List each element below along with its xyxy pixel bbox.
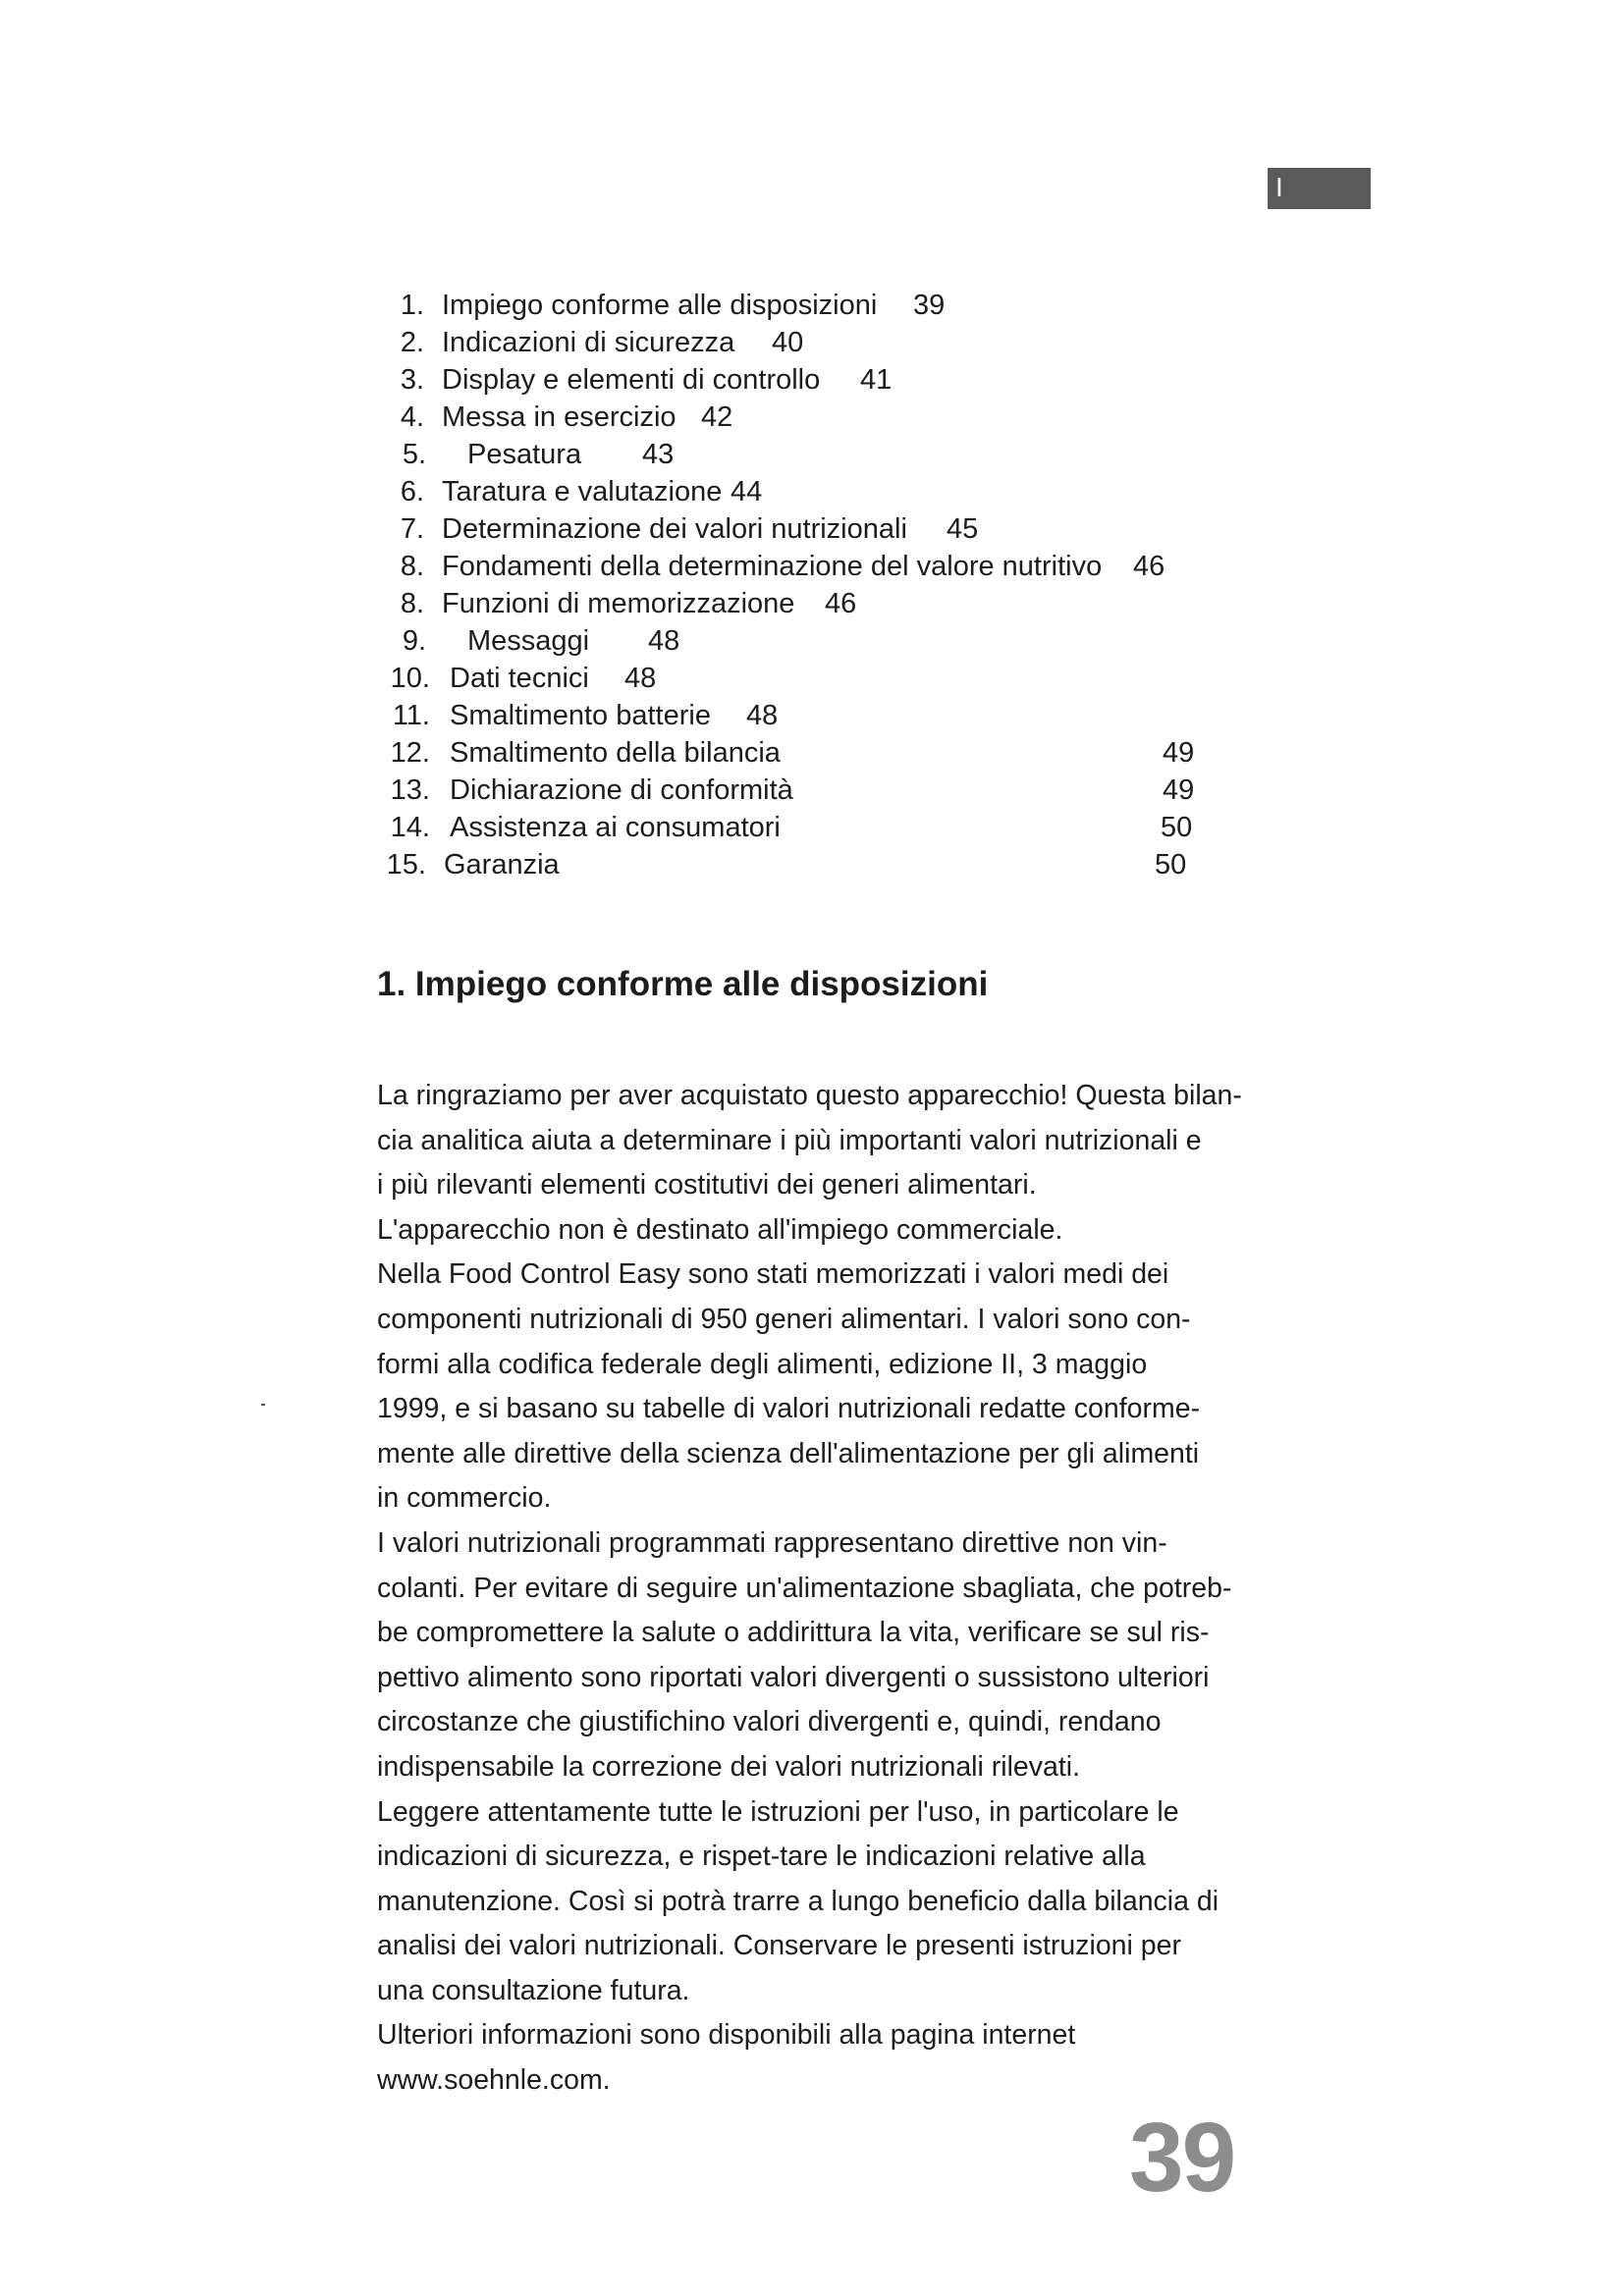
paragraph-line: circostanze che giustifichino valori divergenti e, quindi, rendano [377, 1706, 1162, 1738]
paragraph-line: L'apparecchio non è destinato all'impiego commerciale. [377, 1213, 1063, 1246]
toc-entry-page: 39 [913, 290, 946, 321]
toc-entry-page: 50 [1161, 812, 1193, 843]
toc-entry [0, 660, 1624, 697]
toc-entry-title: Messa in esercizio [442, 401, 677, 433]
paragraph-line: in commercio. [377, 1482, 552, 1515]
paragraph-line: be compromettere la salute o addirittura la vita, verificare se sul ris- [377, 1617, 1210, 1649]
section-title: 1. Impiego conforme alle disposizioni [377, 965, 989, 1003]
paragraph-line: componenti nutrizionali di 950 generi alimentari. I valori sono con- [377, 1303, 1191, 1335]
toc-entry-title: Fondamenti della determinazione del valore nutritivo [442, 551, 1103, 582]
paragraph-line: formi alla codifica federale degli alimenti, edizione II, 3 maggio [377, 1348, 1148, 1380]
toc-entry-page: 50 [1155, 849, 1187, 881]
toc-entry-title: Funzioni di memorizzazione [442, 588, 795, 619]
paragraph-line: mente alle direttive della scienza dell'alimentazione per gli alimenti [377, 1437, 1200, 1469]
toc-entry [0, 324, 1624, 361]
language-tab-label: I [1275, 172, 1283, 202]
paragraph-line: 1999, e si basano su tabelle di valori nutrizionali redatte conforme- [377, 1393, 1201, 1425]
toc-entry-title: Determinazione dei valori nutrizionali [442, 513, 907, 545]
toc-entry-number: 11. [392, 700, 430, 731]
toc-entry-title: Garanzia [444, 849, 560, 881]
toc-entry-page: 49 [1163, 737, 1195, 769]
toc-entry [0, 473, 1624, 510]
toc-entry [0, 436, 1624, 473]
toc-entry [0, 772, 1624, 809]
toc-entry-number: 2. [400, 327, 424, 358]
paragraph-line: pettivo alimento sono riportati valori divergenti o sussistono ulteriori [377, 1661, 1210, 1693]
toc-entry-title: Dichiarazione di conformità [450, 774, 793, 806]
toc-entry-page: 40 [772, 327, 804, 358]
toc-entry-title: Pesatura [467, 439, 582, 470]
toc-entry-title: Dati tecnici [450, 663, 589, 694]
paragraph-line: indicazioni di sicurezza, e rispet-tare le indicazioni relative alla [377, 1841, 1146, 1873]
paragraph-line: manutenzione. Così si potrà trarre a lungo beneficio dalla bilancia di [377, 1885, 1219, 1917]
toc-entry-number: 4. [400, 401, 424, 433]
paragraph-line: cia analitica aiuta a determinare i più importanti valori nutrizionali e [377, 1124, 1202, 1156]
toc-entry [0, 846, 1624, 883]
toc-entry-title: Assistenza ai consumatori [450, 812, 781, 843]
toc-entry [0, 399, 1624, 436]
toc-entry [0, 734, 1624, 772]
toc-entry [0, 622, 1624, 660]
paragraph-line: La ringraziamo per aver acquistato questo apparecchio! Questa bilan- [377, 1080, 1242, 1111]
page-number: 39 [1129, 2103, 1235, 2213]
language-tab [1268, 168, 1371, 209]
toc-entry-title: Smaltimento batterie [450, 700, 711, 731]
toc-entry-number: 8. [400, 551, 424, 582]
paragraph-line: Nella Food Control Easy sono stati memorizzati i valori medi dei [377, 1258, 1169, 1291]
toc-entry-title: Smaltimento della bilancia [450, 737, 781, 769]
toc-entry-number: 8. [400, 588, 424, 619]
toc-entry-title: Messaggi [467, 625, 590, 657]
toc-entry [0, 361, 1624, 399]
toc-entry-number: 14. [390, 812, 430, 843]
toc-entry-number: 7. [400, 513, 424, 545]
toc-entry-number: 9. [402, 625, 426, 657]
toc-entry-title: Display e elementi di controllo [442, 364, 821, 396]
toc-entry-number: 13. [390, 774, 430, 806]
paragraph-line: indispensabile la correzione dei valori nutrizionali rilevati. [377, 1750, 1081, 1783]
toc-entry-page: 45 [947, 513, 979, 545]
toc-entry-page: 46 [1133, 551, 1165, 582]
toc-entry-title: Taratura e valutazione [442, 476, 723, 507]
toc-entry-number: 15. [386, 849, 426, 881]
toc-entry-number: 10. [390, 663, 430, 694]
toc-entry-page: 48 [746, 700, 779, 731]
toc-entry-page: 48 [648, 625, 680, 657]
paragraph-line: una consultazione futura. [377, 1974, 690, 2006]
toc-entry [0, 697, 1624, 734]
toc-entry [0, 809, 1624, 846]
toc-entry-number: 6. [400, 476, 424, 507]
toc-entry-page: 43 [642, 439, 675, 470]
toc-entry-number: 5. [402, 439, 426, 470]
section-body [377, 1074, 1280, 2104]
toc-entry [0, 585, 1624, 622]
paragraph-line: I valori nutrizionali programmati rappresentano direttive non vin- [377, 1526, 1167, 1559]
toc-entry-page: 46 [825, 588, 857, 619]
paragraph-line: colanti. Per evitare di seguire un'alimentazione sbagliata, che potreb- [377, 1572, 1232, 1604]
paragraph-line: Ulteriori informazioni sono disponibili alla pagina internet [377, 2019, 1076, 2052]
toc-entry-page: 44 [731, 476, 763, 507]
toc-entry-page: 49 [1163, 774, 1195, 806]
toc-entry-page: 48 [624, 663, 657, 694]
toc-entry-page: 42 [701, 401, 733, 433]
toc-entry-title: Indicazioni di sicurezza [442, 327, 735, 358]
toc-entry-page: 41 [860, 364, 893, 396]
toc-entry [0, 548, 1624, 585]
paragraph-line: analisi dei valori nutrizionali. Conservare le presenti istruzioni per [377, 1930, 1181, 1962]
toc-entry-number: 12. [390, 737, 430, 769]
toc-entry-title: Impiego conforme alle disposizioni [442, 290, 878, 321]
paragraph-line: www.soehnle.com. [377, 2064, 611, 2097]
toc-entry [0, 510, 1624, 548]
toc-entry [0, 287, 1624, 324]
margin-mark [261, 1404, 265, 1406]
toc-entry-number: 1. [400, 290, 424, 321]
paragraph-line: i più rilevanti elementi costitutivi dei generi alimentari. [377, 1169, 1037, 1201]
toc-entry-number: 3. [400, 364, 424, 396]
paragraph-line: Leggere attentamente tutte le istruzioni per l'uso, in particolare le [377, 1795, 1179, 1828]
